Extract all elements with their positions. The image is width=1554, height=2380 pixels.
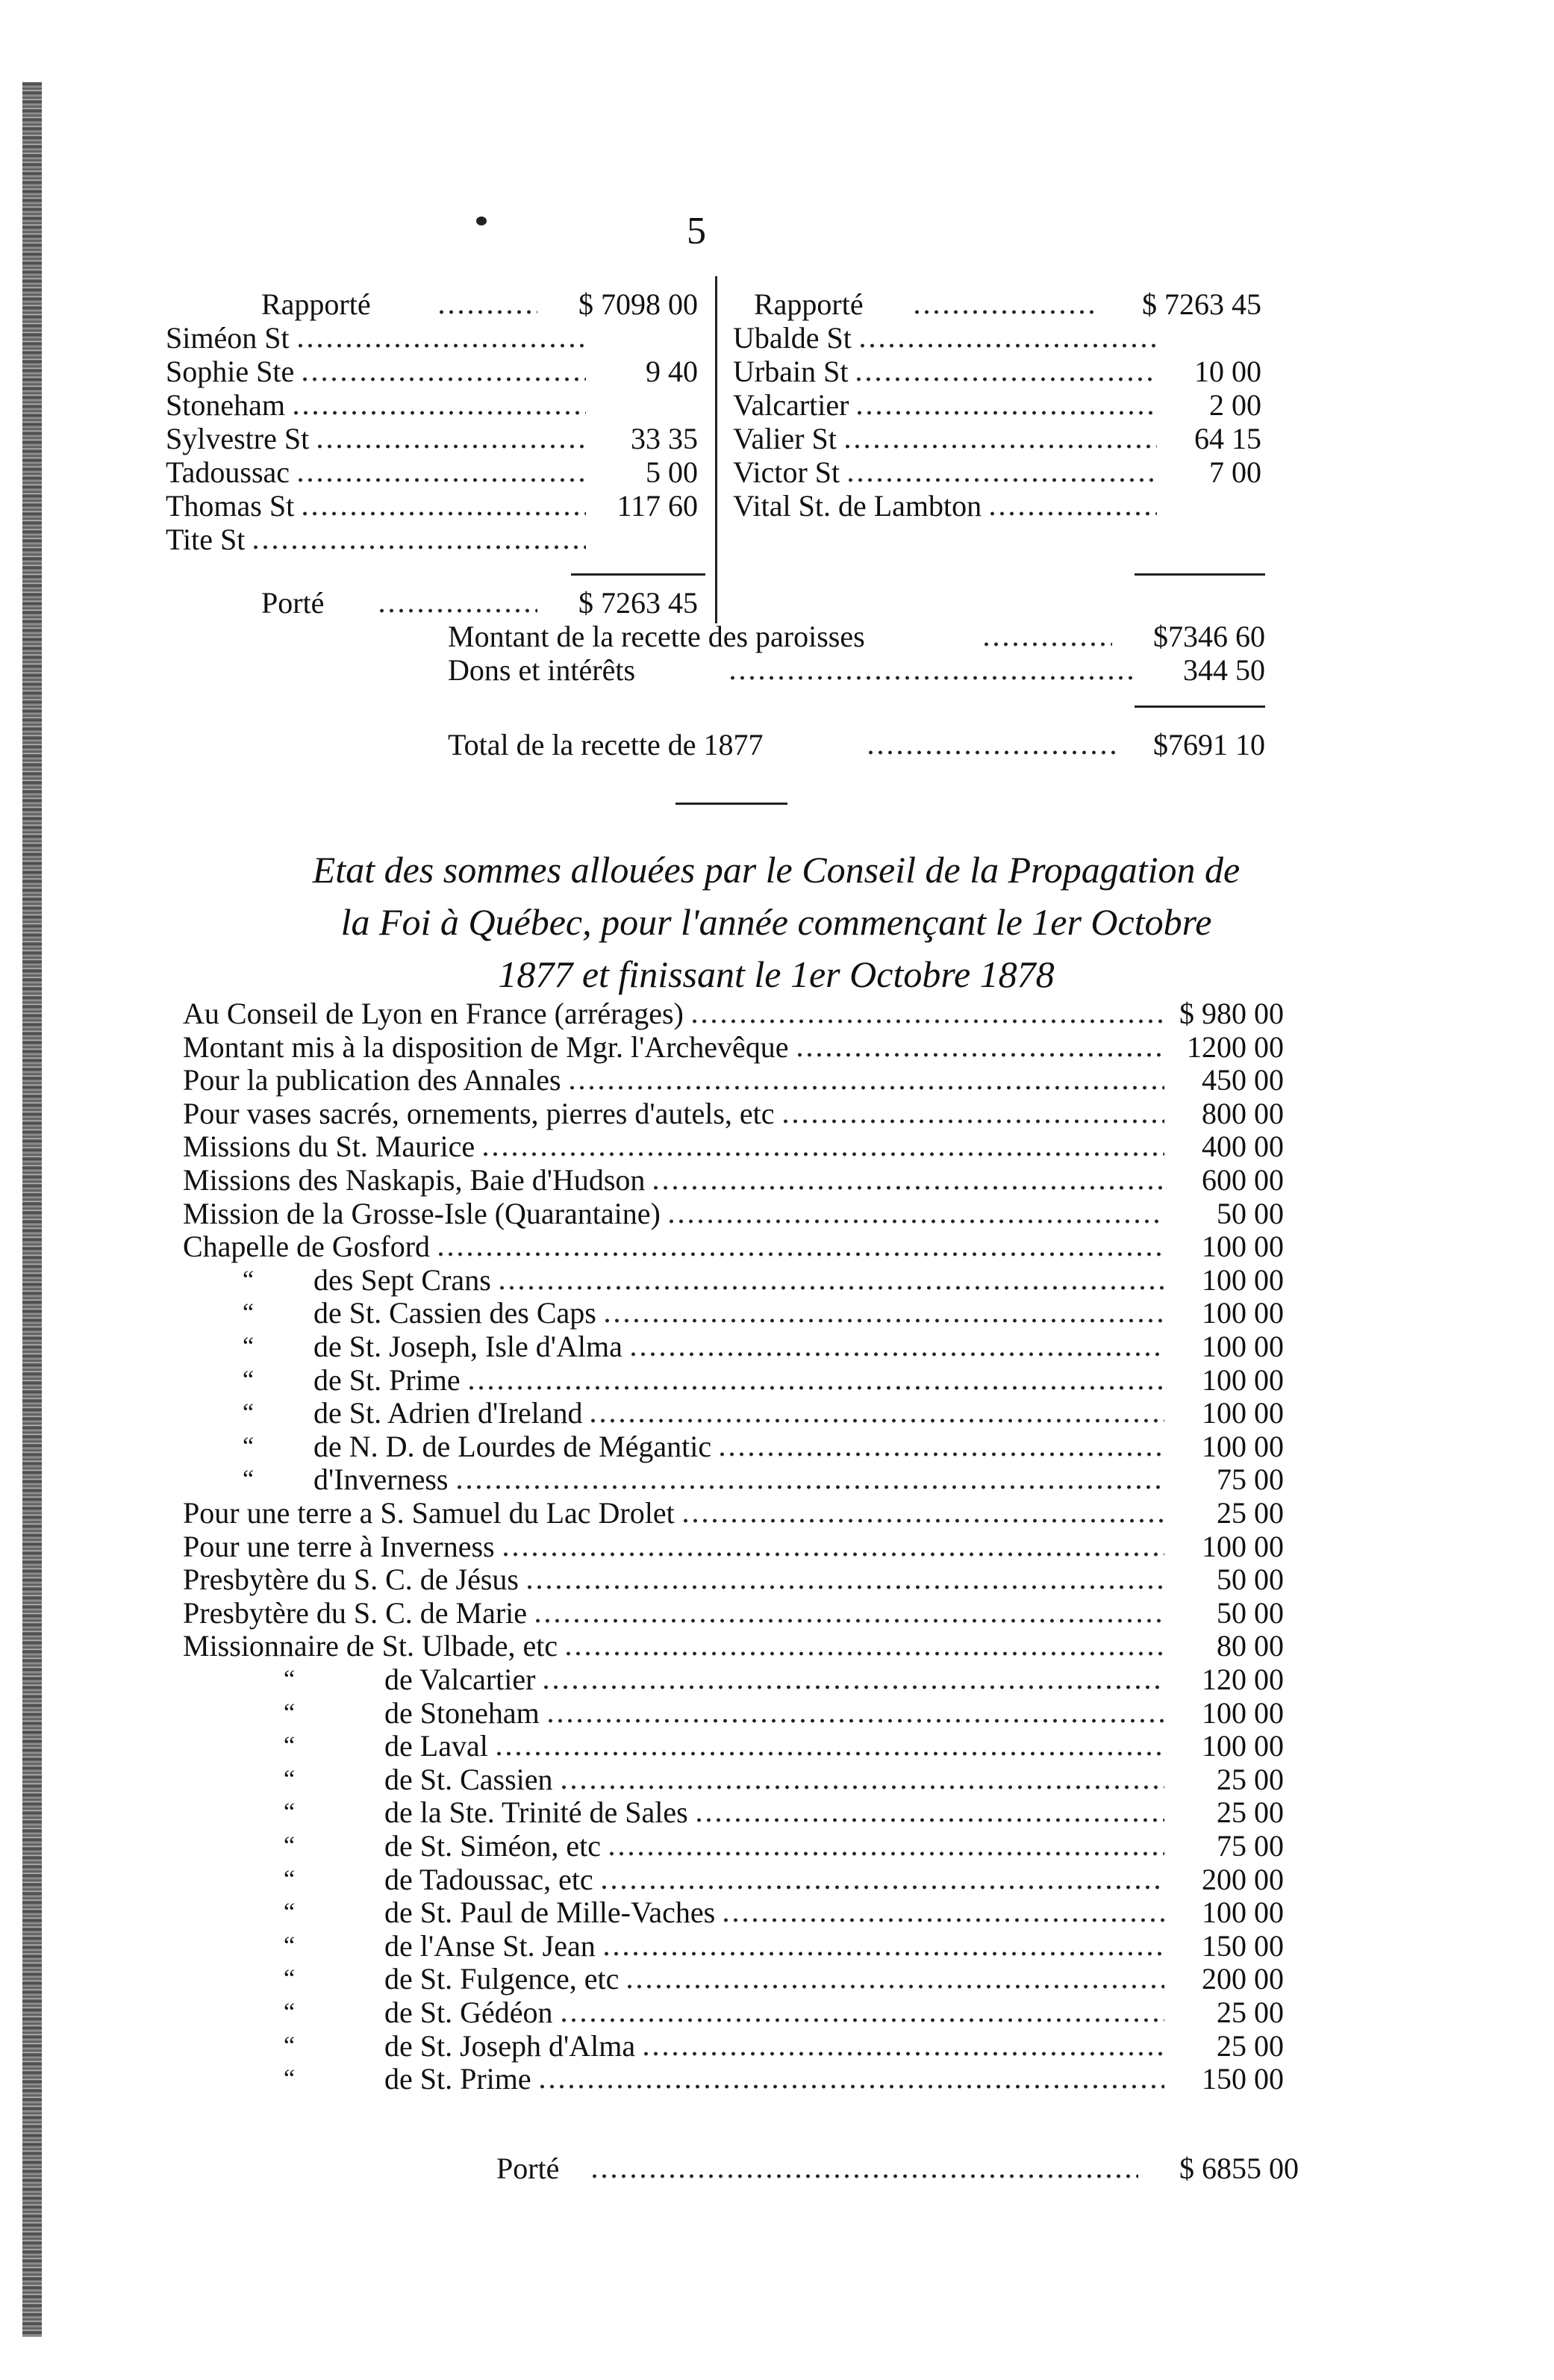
- allocation-row-label: Presbytère du S. C. de Marie: [183, 1595, 528, 1630]
- allocation-row-amount: $ 980 00: [1179, 997, 1284, 1030]
- summary-row-parishes: [448, 620, 1265, 654]
- left-item-row-label: Tite St: [166, 523, 246, 556]
- leader-dots: [466, 1386, 1164, 1390]
- ditto-mark: “: [243, 1333, 255, 1360]
- allocation-row-amount: 450 00: [1202, 1063, 1284, 1097]
- leader-dots: [602, 1318, 1164, 1323]
- summary-label: Dons et intérêts: [448, 653, 636, 687]
- ditto-mark: “: [284, 1898, 296, 1927]
- allocation-row: [183, 1763, 1284, 1797]
- leader-dots: [690, 1019, 1164, 1024]
- allocation-row: [183, 1430, 1284, 1464]
- allocation-row: [183, 1795, 1284, 1830]
- total-amount: $7691 10: [1153, 728, 1265, 761]
- leader-dots: [315, 444, 586, 449]
- allocation-row: [183, 1063, 1284, 1097]
- ditto-mark: “: [284, 2065, 296, 2093]
- right-item-row: [733, 388, 1261, 423]
- ditto-mark: “: [284, 1832, 296, 1860]
- summary-amount: $7346 60: [1153, 620, 1265, 653]
- ditto-mark: “: [243, 1365, 255, 1394]
- left-column-rule: [571, 573, 705, 576]
- leader-dots: [494, 1751, 1164, 1756]
- leader-dots: [546, 1719, 1164, 1723]
- leader-dots: [588, 1418, 1164, 1423]
- summary-rule: [1135, 705, 1265, 708]
- left-item-row: [166, 388, 698, 423]
- allocation-row-label: Pour vases sacrés, ornements, pierres d'autels, etc: [183, 1096, 775, 1130]
- leader-dots: [497, 1286, 1164, 1290]
- leader-dots: [781, 1119, 1165, 1124]
- allocation-row: [183, 2062, 1284, 2096]
- allocation-row: [183, 1929, 1284, 1963]
- allocation-row-label: de Tadoussac, etc: [384, 1862, 593, 1896]
- leader-dots: [717, 1452, 1164, 1457]
- allocation-row: [183, 1030, 1284, 1065]
- leader-dots: [501, 1552, 1164, 1557]
- allocation-row-label: Pour la publication des Annales: [183, 1063, 561, 1097]
- allocation-row: [183, 1197, 1284, 1231]
- leader-dots: [667, 1219, 1164, 1224]
- allocation-row-amount: 400 00: [1202, 1130, 1284, 1164]
- allocation-carried-row: [496, 2152, 1299, 2186]
- allocation-row-amount: 100 00: [1202, 1695, 1284, 1730]
- leader-dots: [559, 2018, 1164, 2022]
- allocation-row-amount: 80 00: [1217, 1629, 1284, 1663]
- leader-dots: [525, 1585, 1164, 1589]
- leader-dots: [728, 676, 1135, 680]
- allocation-row-amount: 25 00: [1217, 1762, 1284, 1796]
- allocation-row-amount: 25 00: [1217, 1996, 1284, 2029]
- leader-dots: [377, 608, 537, 613]
- right-item-row-label: Valcartier: [733, 388, 849, 422]
- summary-row-gifts: [448, 653, 1265, 688]
- leader-dots: [602, 1951, 1164, 1956]
- allocation-row: [183, 997, 1284, 1031]
- leader-dots: [455, 1485, 1165, 1489]
- left-item-row: [166, 422, 698, 456]
- right-item-row-label: Valier St: [733, 422, 837, 455]
- allocation-row-label: de St. Siméon, etc: [384, 1829, 601, 1863]
- leader-dots: [559, 1785, 1164, 1789]
- leader-dots: [599, 1885, 1164, 1890]
- allocation-row-label: de St. Adrien d'Ireland: [313, 1396, 583, 1430]
- right-carried-forward-row: [733, 287, 1261, 322]
- leader-dots: [564, 1651, 1164, 1656]
- left-item-row-amount: 9 40: [646, 355, 698, 388]
- leader-dots: [912, 310, 1097, 314]
- right-carried-forward-amount: $ 7263 45: [1142, 287, 1261, 321]
- leader-dots: [607, 1851, 1164, 1856]
- allocation-row-amount: 25 00: [1217, 1496, 1284, 1530]
- allocation-row-amount: 25 00: [1217, 2028, 1284, 2063]
- allocation-row: [183, 1829, 1284, 1863]
- left-item-row-label: Siméon St: [166, 321, 290, 355]
- allocation-row-label: de Laval: [384, 1729, 488, 1763]
- allocation-row-label: Missionnaire de St. Ulbade, etc: [183, 1629, 558, 1663]
- right-item-row: [733, 355, 1261, 389]
- left-item-row-amount: 117 60: [617, 489, 698, 523]
- allocation-row-amount: 150 00: [1202, 1928, 1284, 1963]
- leader-dots: [858, 343, 1157, 348]
- ditto-mark: “: [284, 2031, 296, 2060]
- leader-dots: [625, 1984, 1164, 1989]
- allocation-row-label: Missions du St. Maurice: [183, 1130, 475, 1164]
- allocation-row-label: de St. Prime: [313, 1362, 461, 1397]
- leader-dots: [982, 642, 1112, 647]
- summary-label: Montant de la recette des paroisses: [448, 620, 865, 653]
- ditto-mark: “: [284, 1765, 296, 1793]
- allocation-row-amount: 100 00: [1202, 1396, 1284, 1430]
- allocation-row-label: de Valcartier: [384, 1663, 536, 1696]
- allocation-row: [183, 1895, 1284, 1930]
- left-item-row: [166, 355, 698, 389]
- ditto-mark: “: [284, 1865, 296, 1893]
- leader-dots: [251, 545, 586, 549]
- allocation-heading-line-1: Etat des sommes allouées par le Conseil de la Propagation de: [312, 849, 1241, 891]
- left-carried-forward-label: Rapporté: [261, 287, 371, 321]
- allocation-row-amount: 100 00: [1202, 1729, 1284, 1763]
- allocation-heading-line-2: la Foi à Québec, pour l'année commençant le 1er Octobre: [340, 901, 1212, 943]
- right-carried-forward-label: Rapporté: [754, 287, 864, 321]
- left-item-row: [166, 523, 698, 557]
- ditto-mark: “: [284, 1732, 296, 1760]
- right-item-row-label: Vital St. de Lambton: [733, 489, 982, 523]
- allocation-row-amount: 200 00: [1202, 1862, 1284, 1896]
- left-item-row-label: Sylvestre St: [166, 422, 310, 455]
- left-item-row: [166, 489, 698, 523]
- allocation-row-label: des Sept Crans: [313, 1262, 491, 1297]
- leader-dots: [296, 478, 586, 482]
- allocation-row-label: Pour une terre a S. Samuel du Lac Drolet: [183, 1496, 675, 1530]
- leader-dots: [291, 411, 586, 415]
- allocation-row: [183, 1097, 1284, 1131]
- allocation-row: [183, 1230, 1284, 1264]
- left-carried-amount: $ 7263 45: [578, 586, 698, 620]
- allocation-row-label: de St. Cassien des Caps: [313, 1296, 596, 1330]
- leader-dots: [855, 411, 1157, 415]
- allocation-row: [183, 1496, 1284, 1530]
- allocation-row-label: de St. Joseph d'Alma: [384, 2028, 636, 2063]
- allocation-row-label: Presbytère du S. C. de Jésus: [183, 1563, 519, 1597]
- allocation-row: [183, 1530, 1284, 1564]
- leader-dots: [651, 1186, 1164, 1190]
- allocation-row-amount: 800 00: [1202, 1096, 1284, 1130]
- allocation-row-label: Montant mis à la disposition de Mgr. l'Archevêque: [183, 1029, 789, 1064]
- allocation-row-label: Missions des Naskapis, Baie d'Hudson: [183, 1163, 646, 1197]
- ditto-mark: “: [284, 1999, 296, 2026]
- leader-dots: [681, 1518, 1164, 1523]
- right-item-row: [733, 455, 1261, 490]
- allocation-row: [183, 1996, 1284, 2030]
- scan-edge-decoration: [22, 82, 42, 2337]
- right-item-row-label: Urbain St: [733, 355, 849, 388]
- leader-dots: [533, 1619, 1164, 1623]
- allocation-row-amount: 120 00: [1202, 1663, 1284, 1696]
- total-row: [448, 728, 1265, 762]
- allocation-row: [183, 1729, 1284, 1763]
- allocation-row-amount: 100 00: [1202, 1330, 1284, 1363]
- right-item-row-label: Victor St: [733, 455, 840, 489]
- ditto-mark: “: [243, 1432, 255, 1460]
- ditto-mark: “: [243, 1399, 255, 1427]
- total-label: Total de la recette de 1877: [448, 728, 764, 761]
- left-item-row-label: Stoneham: [166, 388, 285, 422]
- leader-dots: [866, 750, 1116, 755]
- allocation-row-label: de St. Paul de Mille-Vaches: [384, 1895, 716, 1930]
- left-item-row-label: Sophie Ste: [166, 355, 295, 388]
- left-item-row-amount: 5 00: [646, 455, 698, 489]
- leader-dots: [843, 444, 1157, 449]
- leader-dots: [721, 1918, 1164, 1922]
- allocation-row-label: Pour une terre à Inverness: [183, 1529, 495, 1563]
- allocation-row-amount: 200 00: [1202, 1962, 1284, 1996]
- allocation-row: [183, 1696, 1284, 1731]
- allocation-row: [183, 1962, 1284, 1996]
- allocation-row-amount: 75 00: [1217, 1829, 1284, 1863]
- right-item-row: [733, 321, 1261, 355]
- right-item-row-amount: 10 00: [1194, 355, 1261, 388]
- allocation-row-amount: 100 00: [1202, 1895, 1284, 1930]
- leader-dots: [987, 511, 1157, 516]
- leader-dots: [300, 511, 586, 516]
- allocation-row-amount: 50 00: [1217, 1563, 1284, 1597]
- allocation-row-amount: 100 00: [1202, 1362, 1284, 1397]
- ditto-mark: “: [284, 1965, 296, 1993]
- leader-dots: [481, 1152, 1164, 1156]
- allocation-row-label: de St. Prime: [384, 2062, 531, 2096]
- summary-amount: 344 50: [1183, 653, 1265, 687]
- right-item-row-label: Ubalde St: [733, 321, 852, 355]
- left-item-row: [166, 321, 698, 355]
- ditto-mark: “: [284, 1798, 296, 1827]
- allocation-row-label: de St. Cassien: [384, 1762, 553, 1796]
- allocation-row: [183, 1462, 1284, 1497]
- allocation-row: [183, 1363, 1284, 1398]
- allocation-row-label: de St. Fulgence, etc: [384, 1962, 620, 1996]
- leader-dots: [590, 2174, 1138, 2178]
- right-column-rule: [1135, 573, 1265, 576]
- left-carried-forward-row: [261, 287, 698, 322]
- leader-dots: [846, 478, 1157, 482]
- allocation-row: [183, 1263, 1284, 1298]
- allocation-row: [183, 1130, 1284, 1164]
- left-item-row-amount: 33 35: [631, 422, 698, 455]
- allocation-row-label: d'Inverness: [313, 1462, 449, 1497]
- allocation-row-amount: 1200 00: [1187, 1029, 1284, 1064]
- ink-speck: [476, 216, 487, 225]
- ditto-mark: “: [243, 1465, 255, 1494]
- leader-dots: [436, 1252, 1164, 1256]
- allocation-row: [183, 1563, 1284, 1597]
- leader-dots: [296, 343, 586, 348]
- leader-dots: [854, 377, 1157, 381]
- allocation-row: [183, 1296, 1284, 1330]
- allocation-row-amount: 75 00: [1217, 1462, 1284, 1497]
- allocation-row: [183, 1663, 1284, 1697]
- allocation-row-label: de St. Gédéon: [384, 1996, 553, 2029]
- leader-dots: [537, 2084, 1164, 2089]
- leader-dots: [795, 1053, 1164, 1057]
- allocation-row-label: de Stoneham: [384, 1695, 540, 1730]
- left-item-row-label: Thomas St: [166, 489, 295, 523]
- allocation-row-label: Au Conseil de Lyon en France (arrérages): [183, 997, 684, 1030]
- column-divider: [715, 276, 717, 623]
- allocation-row-amount: 100 00: [1202, 1262, 1284, 1297]
- allocation-row-amount: 600 00: [1202, 1163, 1284, 1197]
- left-item-row-label: Tadoussac: [166, 455, 290, 489]
- right-item-row-amount: 64 15: [1194, 422, 1261, 455]
- allocation-row: [183, 1863, 1284, 1897]
- allocation-row-label: Mission de la Grosse-Isle (Quarantaine): [183, 1196, 661, 1230]
- allocation-carried-amount: $ 6855 00: [1179, 2152, 1299, 2185]
- allocation-row-amount: 100 00: [1202, 1230, 1284, 1264]
- left-carried-label: Porté: [261, 586, 325, 620]
- leader-dots: [694, 1818, 1164, 1822]
- allocation-carried-label: Porté: [496, 2152, 560, 2185]
- right-item-row: [733, 422, 1261, 456]
- right-item-row-amount: 7 00: [1209, 455, 1261, 489]
- left-carried-row: [261, 586, 698, 620]
- allocation-row: [183, 2029, 1284, 2063]
- leader-dots: [628, 1352, 1164, 1356]
- section-rule: [675, 803, 787, 805]
- leader-dots: [300, 377, 586, 381]
- allocation-row-amount: 100 00: [1202, 1296, 1284, 1330]
- allocation-row: [183, 1163, 1284, 1197]
- left-carried-forward-amount: $ 7098 00: [578, 287, 698, 321]
- allocation-row-label: Chapelle de Gosford: [183, 1230, 431, 1264]
- allocation-row-amount: 100 00: [1202, 1529, 1284, 1563]
- allocation-row-amount: 50 00: [1217, 1196, 1284, 1230]
- allocation-row-amount: 50 00: [1217, 1595, 1284, 1630]
- allocation-row: [183, 1596, 1284, 1630]
- page-number: 5: [687, 210, 706, 252]
- allocation-row-label: de l'Anse St. Jean: [384, 1928, 596, 1963]
- leader-dots: [437, 310, 537, 314]
- ditto-mark: “: [243, 1299, 255, 1327]
- leader-dots: [541, 1685, 1164, 1689]
- allocation-row: [183, 1396, 1284, 1430]
- allocation-row-label: de la Ste. Trinité de Sales: [384, 1795, 688, 1830]
- ditto-mark: “: [284, 1666, 296, 1693]
- allocation-row: [183, 1629, 1284, 1663]
- right-item-row-amount: 2 00: [1209, 388, 1261, 422]
- left-item-row: [166, 455, 698, 490]
- ditto-mark: “: [284, 1698, 296, 1727]
- leader-dots: [641, 2052, 1164, 2056]
- allocation-row-amount: 25 00: [1217, 1795, 1284, 1830]
- leader-dots: [567, 1085, 1164, 1090]
- allocation-row-label: de St. Joseph, Isle d'Alma: [313, 1330, 622, 1363]
- allocation-row-label: de N. D. de Lourdes de Mégantic: [313, 1429, 712, 1463]
- ditto-mark: “: [243, 1265, 255, 1294]
- allocation-row-amount: 100 00: [1202, 1429, 1284, 1463]
- right-item-row: [733, 489, 1261, 523]
- ditto-mark: “: [284, 1931, 296, 1960]
- allocation-heading-line-3: 1877 et finissant le 1er Octobre 1878: [498, 953, 1055, 995]
- allocation-row-amount: 150 00: [1202, 2062, 1284, 2096]
- allocation-row: [183, 1330, 1284, 1364]
